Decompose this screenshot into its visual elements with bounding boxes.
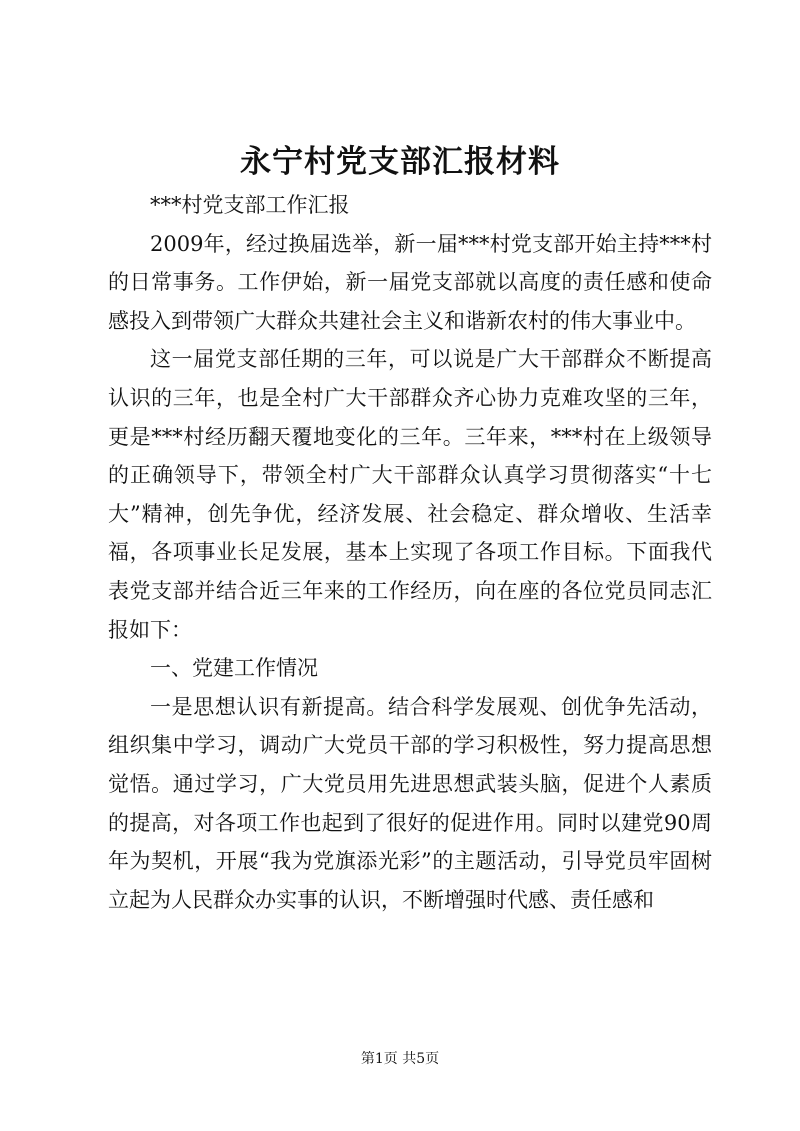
paragraph-summary: 这一届党支部任期的三年，可以说是广大干部群众不断提高认识的三年，也是全村广大干部群众齐心协力克难攻坚的三年，更是***村经历翻天覆地变化的三年。三年来，***村在上级领导的正确领导下，带领全村广大干部群众认真学习贯彻落实“十七大”精神，创先争优，经济发展、社会稳定、群众增收、生活幸福，各项事业长足发展，基本上实现了各项工作目标。下面我代表党支部并结合近三年来的工作经历，向在座的各位党员同志汇报如下：	[108, 347, 712, 642]
page-number: 第1页 共5页	[360, 1051, 440, 1067]
paragraph-thought-awareness: 一是思想认识有新提高。结合科学发展观、创优争先活动，组织集中学习，调动广大党员干部的学习积极性，努力提高思想觉悟。通过学习，广大党员用先进思想武装头脑，促进个人素质的提高，对各项工作也起到了很好的促进作用。同时以建党90周年为契机，开展“我为党旗添光彩”的主题活动，引导党员牢固树立起为人民群众办实事的认识，不断增强时代感、责任感和	[108, 694, 712, 912]
paragraph-subtitle: ***村党支部工作汇报	[150, 193, 350, 217]
document-body	[108, 186, 712, 919]
paragraph-intro: 2009年，经过换届选举，新一届***村党支部开始主持***村的日常事务。工作伊始，新一届党支部就以高度的责任感和使命感投入到带领广大群众共建社会主义和谐新农村的伟大事业中。	[108, 231, 712, 333]
document-title: 永宁村党支部汇报材料	[240, 144, 560, 180]
section-heading-party-building: 一、党建工作情况	[150, 656, 318, 681]
